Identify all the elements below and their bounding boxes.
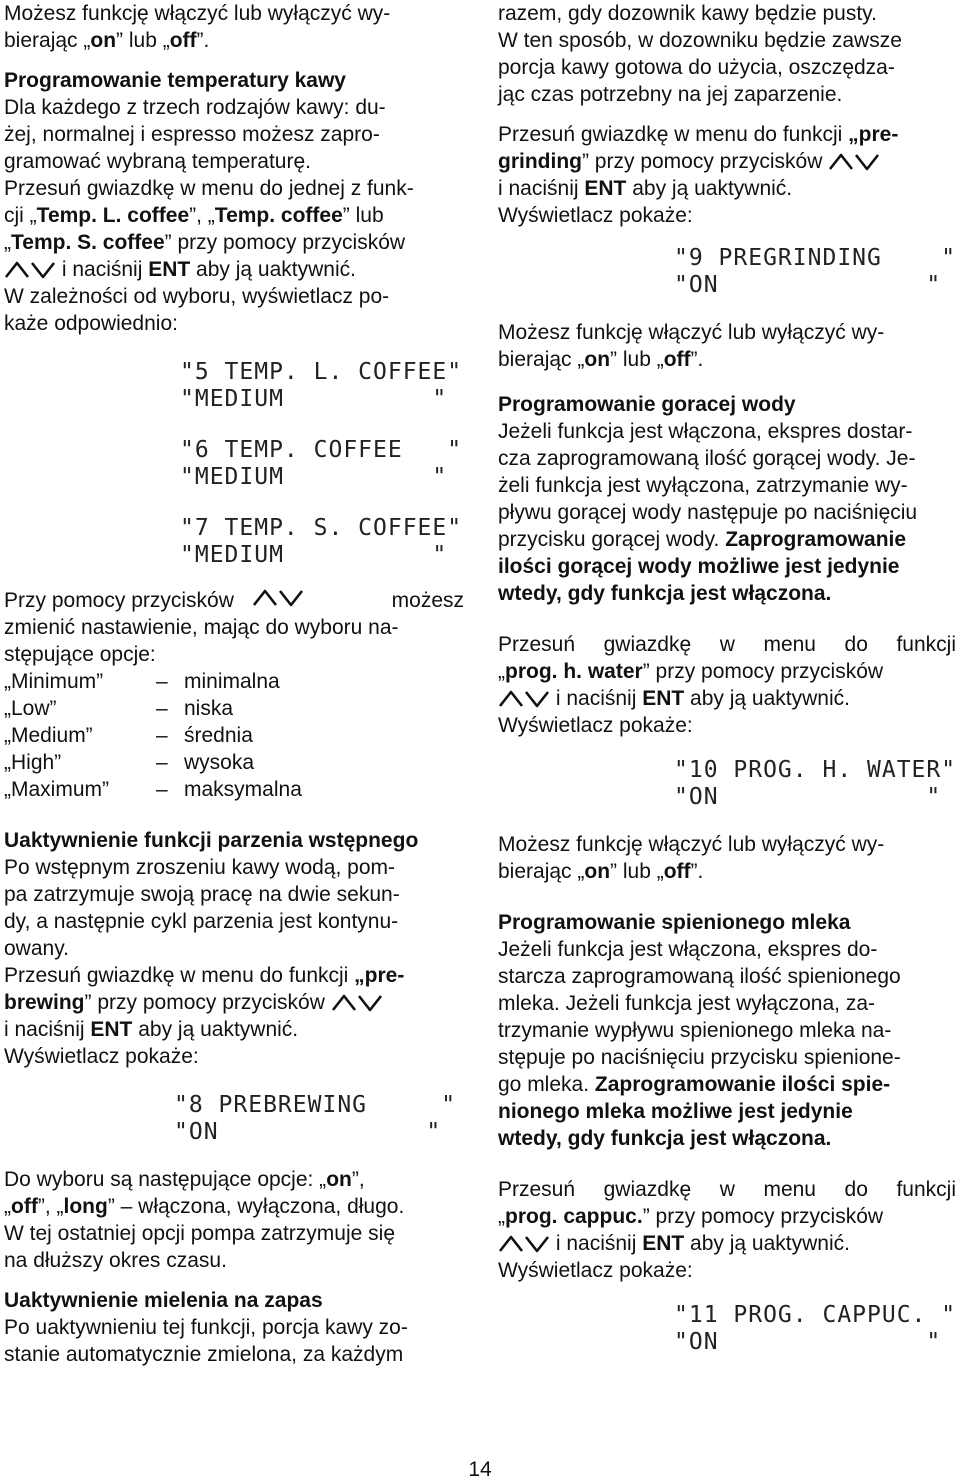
- paragraph-line: Przesuń gwiazdkę w menu do funkcji „pre-: [498, 123, 899, 146]
- paragraph-line: Do wyboru są następujące opcje: „on”,: [4, 1168, 365, 1191]
- paragraph-line: W ten sposób, w dozowniku będzie zawsze: [498, 29, 902, 52]
- intro-line: Możesz funkcję włączyć lub wyłączyć wy-: [4, 2, 391, 25]
- paragraph-line: Wyświetlacz pokaże:: [498, 1259, 693, 1282]
- lcd-line: "MEDIUM ": [180, 464, 448, 490]
- lcd-line: "ON ": [674, 1329, 942, 1355]
- paragraph-line: W zależności od wyboru, wyświetlacz po-: [4, 285, 390, 308]
- paragraph-line: go mleka. Zaprogramowanie ilości spie-: [498, 1073, 891, 1096]
- lcd-line: "ON ": [674, 272, 942, 298]
- paragraph-line: i naciśnij ENT aby ją uaktywnić.: [4, 1018, 299, 1041]
- paragraph-line: trzymanie wypływu spienionego mleka na-: [498, 1019, 892, 1042]
- paragraph-line: Po wstępnym zroszeniu kawy wodą, pom-: [4, 856, 395, 879]
- lcd-line: "7 TEMP. S. COFFEE": [180, 515, 463, 541]
- lcd-line: "6 TEMP. COFFEE ": [180, 437, 463, 463]
- paragraph-line: W tej ostatniej opcji pompa zatrzymuje się: [4, 1222, 395, 1245]
- paragraph-line: Przesuń gwiazdkę w menu do funkcji: [498, 1178, 956, 1201]
- paragraph-line: i naciśnij ENT aby ją uaktywnić.: [498, 1230, 956, 1257]
- paragraph-line: Przesuń gwiazdkę w menu do funkcji „pre-: [4, 964, 405, 987]
- intro-line: bierając „on” lub „off”.: [4, 29, 210, 52]
- lcd-display-group: [498, 1302, 956, 1356]
- paragraph-line: Wyświetlacz pokaże:: [498, 204, 693, 227]
- section-heading-milk: Programowanie spienionego mleka: [498, 911, 851, 934]
- list-item: „Medium” – średnia: [4, 724, 253, 747]
- lcd-line: "10 PROG. H. WATER": [674, 757, 957, 783]
- paragraph-line: stępuje po naciśnięciu przycisku spienione-: [498, 1046, 901, 1069]
- section-heading-prebrewing: Uaktywnienie funkcji parzenia wstępnego: [4, 829, 419, 852]
- left-column: [4, 0, 464, 1368]
- paragraph-line: Przesuń gwiazdkę w menu do jednej z funk-: [4, 177, 414, 200]
- paragraph-line: przycisku gorącej wody. Zaprogramowanie: [498, 528, 907, 551]
- paragraph-line: nionego mleka możliwe jest jedynie: [498, 1100, 853, 1123]
- paragraph-line: każe odpowiednio:: [4, 312, 178, 335]
- page-number: 14: [468, 1458, 492, 1481]
- paragraph-line: grinding” przy pomocy przycisków: [498, 148, 956, 175]
- lcd-line: "MEDIUM ": [180, 386, 448, 412]
- paragraph-line: ilości gorącej wody możliwe jest jedynie: [498, 555, 900, 578]
- paragraph-line: Wyświetlacz pokaże:: [4, 1045, 199, 1068]
- lcd-line: "ON ": [174, 1119, 442, 1145]
- paragraph-line: Dla każdego z trzech rodzajów kawy: du-: [4, 96, 386, 119]
- paragraph-line: Jeżeli funkcja jest włączona, ekspres dostar-: [498, 420, 913, 443]
- paragraph-line: stępujące opcje:: [4, 643, 156, 666]
- up-down-arrows-icon: [4, 259, 56, 279]
- lcd-line: "ON ": [674, 784, 942, 810]
- lcd-display-group: [4, 359, 464, 569]
- paragraph-line: cji „Temp. L. coffee”, „Temp. coffee” lub: [4, 204, 384, 227]
- paragraph-line: brewing” przy pomocy przycisków: [4, 989, 464, 1016]
- paragraph-line: owany.: [4, 937, 69, 960]
- paragraph-line: i naciśnij ENT aby ją uaktywnić.: [498, 177, 793, 200]
- paragraph-line: pływu gorącej wody następuje po naciśnięciu: [498, 501, 918, 524]
- paragraph-line: i naciśnij ENT aby ją uaktywnić.: [498, 685, 956, 712]
- section-heading-hot-water: Programowanie goracej wody: [498, 393, 796, 416]
- paragraph-line: mleka. Jeżeli funkcja jest wyłączona, za-: [498, 992, 875, 1015]
- paragraph-line: jąc czas potrzebny na jej zaparzenie.: [498, 83, 843, 106]
- paragraph-line: gramować wybraną temperaturę.: [4, 150, 311, 173]
- paragraph-line: Jeżeli funkcja jest włączona, ekspres do-: [498, 938, 878, 961]
- right-column: [498, 0, 956, 1356]
- lcd-line: "5 TEMP. L. COFFEE": [180, 359, 463, 385]
- paragraph-line: na dłuższy okres czasu.: [4, 1249, 227, 1272]
- lcd-line: "MEDIUM ": [180, 542, 448, 568]
- paragraph-line: pa zatrzymuje swoją pracę na dwie sekun-: [4, 883, 400, 906]
- paragraph-line: i naciśnij ENT aby ją uaktywnić.: [4, 256, 464, 283]
- lcd-line: "9 PREGRINDING ": [674, 245, 957, 271]
- paragraph-line: żej, normalnej i espresso możesz zapro-: [4, 123, 380, 146]
- paragraph-line: żeli funkcja jest wyłączona, zatrzymanie wy-: [498, 474, 908, 497]
- paragraph-line: zmienić nastawienie, mając do wyboru na-: [4, 616, 399, 639]
- lcd-display-group: [4, 1092, 464, 1146]
- paragraph-line: dy, a następnie cykl parzenia jest kontynu-: [4, 910, 399, 933]
- list-item: „Maximum” – maksymalna: [4, 778, 302, 801]
- paragraph-line: razem, gdy dozownik kawy będzie pusty.: [498, 2, 877, 25]
- section-heading-pregrinding: Uaktywnienie mielenia na zapas: [4, 1289, 323, 1312]
- up-down-arrows-icon: [252, 587, 304, 607]
- up-down-arrows-icon: [498, 688, 550, 708]
- paragraph-line: porcja kawy gotowa do użycia, oszczędza-: [498, 56, 895, 79]
- paragraph-line: „prog. h. water” przy pomocy przycisków: [498, 660, 884, 683]
- paragraph-line: bierając „on” lub „off”.: [498, 348, 704, 371]
- section-heading-temperature: Programowanie temperatury kawy: [4, 69, 346, 92]
- paragraph-line: Możesz funkcję włączyć lub wyłączyć wy-: [498, 321, 885, 344]
- paragraph-line: bierając „on” lub „off”.: [498, 860, 704, 883]
- paragraph-line: Możesz funkcję włączyć lub wyłączyć wy-: [498, 833, 885, 856]
- paragraph-line: Wyświetlacz pokaże:: [498, 714, 693, 737]
- list-item: „High” – wysoka: [4, 751, 255, 774]
- paragraph-line: „off”, „long” – włączona, wyłączona, długo.: [4, 1195, 405, 1218]
- paragraph-line: „prog. cappuc.” przy pomocy przycisków: [498, 1205, 884, 1228]
- paragraph-line: Po uaktywnieniu tej funkcji, porcja kawy zo-: [4, 1316, 408, 1339]
- up-down-arrows-icon: [498, 1233, 550, 1253]
- options-list: [4, 668, 464, 803]
- lcd-line: "11 PROG. CAPPUC. ": [674, 1302, 957, 1328]
- lcd-line: "8 PREBREWING ": [174, 1092, 457, 1118]
- paragraph-line: wtedy, gdy funkcja jest włączona.: [498, 582, 832, 605]
- list-item: „Low” – niska: [4, 697, 234, 720]
- up-down-arrows-icon: [828, 151, 880, 171]
- paragraph-line: stanie automatycznie zmielona, za każdym: [4, 1343, 404, 1366]
- paragraph-line: Przesuń gwiazdkę w menu do funkcji: [498, 633, 956, 656]
- paragraph-line: wtedy, gdy funkcja jest włączona.: [498, 1127, 832, 1150]
- paragraph-line: Przy pomocy przycisków możesz: [4, 589, 464, 612]
- list-item: „Minimum” – minimalna: [4, 670, 280, 693]
- paragraph-line: starcza zaprogramowaną ilość spienionego: [498, 965, 901, 988]
- lcd-display-group: [498, 757, 956, 811]
- paragraph-line: „Temp. S. coffee” przy pomocy przycisków: [4, 231, 406, 254]
- up-down-arrows-icon: [331, 992, 383, 1012]
- lcd-display-group: [498, 245, 956, 299]
- paragraph-line: cza zaprogramowaną ilość gorącej wody. Je-: [498, 447, 916, 470]
